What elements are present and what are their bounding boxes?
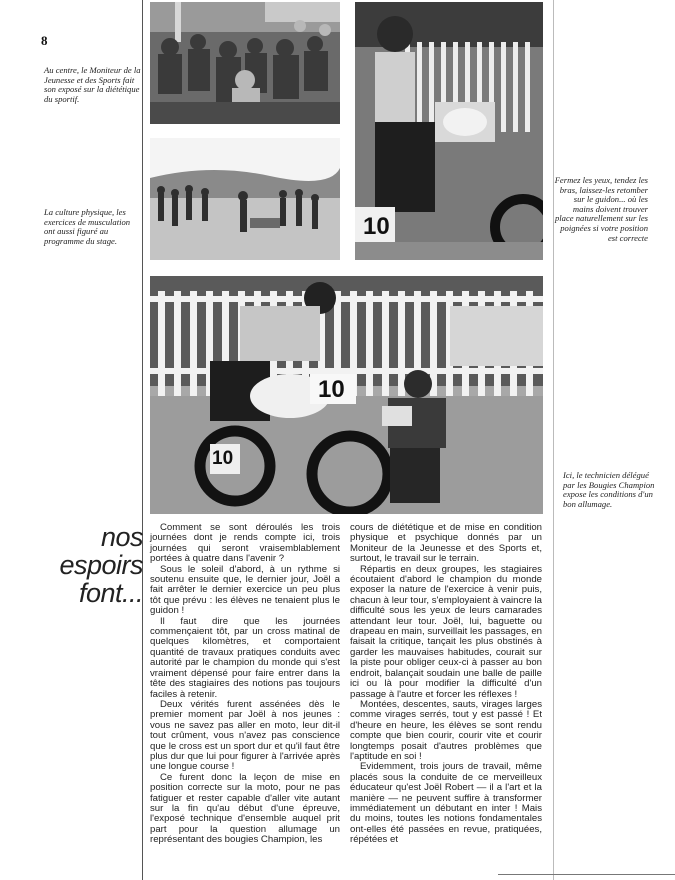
caption-fermez-les-yeux: Fermez les yeux, tendez les bras, laissez-les retomber sur le guidon... où les mains doivent trouver place naturellement sur les poignées si votre position est correcte	[554, 175, 648, 243]
photo-physical-training	[150, 138, 340, 260]
paragraph: Deux vérités furent assénées dès le premier moment par Joël à nos jeunes : vous ne savez pas aller en moto, leur dit-il tout crûment, vous n'avez pas conscience que le cross est un sport dur et qu'il faut être plus dur que lui pour figurer à l'arrivée après une longue course !	[150, 698, 340, 773]
caption-moniteur: Au centre, le Moniteur de la Jeunesse et des Sports fait son exposé sur la diététique du sportif.	[44, 65, 141, 104]
photo-rider-position	[355, 2, 543, 260]
paragraph: Comment se sont déroulés les trois journées dont je rends compte ici, trois journées qui seront vraisemblablement portées à quatre dans l'avenir ?	[150, 522, 340, 565]
caption-technicien: Ici, le technicien délégué par les Bougies Champion expose les conditions d'un bon allumage.	[563, 470, 655, 509]
headline-line-1: nos	[100, 522, 143, 552]
paragraph: cours de diététique et de mise en condition physique et psychique donnés par un Moniteur de la Jeunesse et des Sports et, surtout, le travail sur le terrain.	[350, 522, 542, 565]
vertical-rule-left	[142, 0, 143, 880]
photo-diet-lecture	[150, 2, 340, 124]
paragraph: Il faut dire que les journées commençaient tôt, par un cross matinal de quelques kilomètres, et comportaient quantité de travaux pratiques conduits avec autorité par le champion du monde qui s'est vraiment dépensé pour faire entrer dans la tête des stagiaires des notions pas toujours faciles à retenir.	[150, 615, 340, 700]
paragraph: Sous le soleil d'abord, à un rythme si soutenu ensuite que, le dernier jour, Joël a fait arrêter le dernier exercice un peu plus tôt que prévu : les élèves ne tenaient plus le guidon !	[150, 563, 340, 617]
paragraph: Répartis en deux groupes, les stagiaires écoutaient d'abord le champion du monde exposer la nature de l'exercice à venir puis, chacun à leur tour, s'employaient à vaincre la difficulté sous les yeux de leurs camarades attendant leur tour. Joël, lui, baguette ou drapeau en main, surveillait les passages, en faisait la critique, tançait les plus obstinés à garder les mauvaises habitudes, courait sur la piste pour obliger ceux-ci à passer au bon endroit, balançait soudain une balle de paille ici ou là pour modifier la difficulté d'un passage à l'autre et forcer les réflexes !	[350, 563, 542, 700]
photo-motorcycle-technician	[150, 276, 543, 514]
article-column-1	[150, 523, 340, 846]
headline-line-3: font...	[78, 578, 143, 608]
vertical-rule-right	[553, 0, 554, 880]
caption-culture-physique: La culture physique, les exercices de musculation ont aussi figuré au programme du stage.	[44, 207, 131, 246]
headline	[58, 523, 143, 607]
paragraph: Ce furent donc la leçon de mise en position correcte sur la moto, pour ne pas fatiguer et rester capable d'aller vite autant sur la fin qu'au début d'une épreuve, l'exposé technique d'ensemble auquel prit part pour la question allumage un représentant des bougies Champion, les	[150, 771, 340, 846]
paragraph: Montées, descentes, sauts, virages larges comme virages serrés, tout y est passé ! Et d'heure en heure, les élèves se sont rendu compte que bien courir, courir vite et courir longtemps posait d'autres problèmes que l'aptitude en soi !	[350, 698, 542, 762]
paragraph: Evidemment, trois jours de travail, même placés sous la conduite de ce merveilleux éducateur qu'est Joël Robert — il a l'art et la manière — ne peuvent suffire à transformer immédiatement un débutant en inter ! Mais du moins, toutes les notions fondamentales ont-elles été passées en revue, pratiquées, répétées et	[350, 761, 542, 846]
page-number: 8	[41, 33, 48, 48]
svg-text:10: 10	[363, 213, 390, 240]
article-column-2	[350, 523, 542, 846]
race-number-side: 10	[212, 448, 234, 469]
race-number-large: 10	[318, 376, 345, 403]
bottom-rule	[498, 874, 675, 875]
headline-line-2: espoirs	[59, 550, 143, 580]
